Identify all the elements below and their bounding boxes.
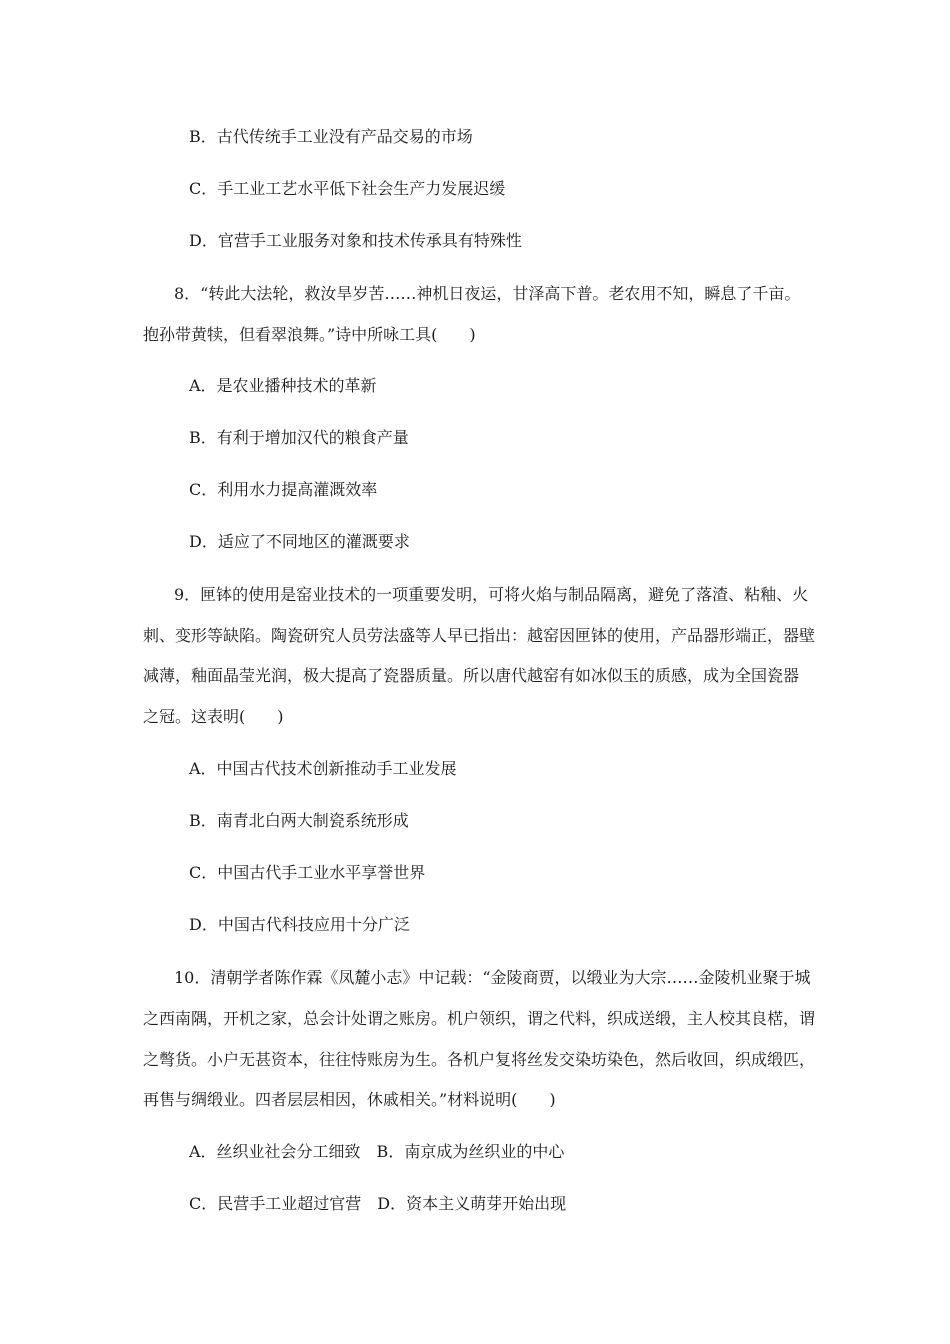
question-9-option-d: D．中国古代科技应用十分广泛 bbox=[189, 915, 410, 934]
question-8-stem-line-1: 8．“转此大法轮，救汝旱岁苦……神机日夜运，甘泽高下普。老农用不知，瞬息了千亩。 bbox=[174, 284, 801, 303]
question-10-stem-line-2: 之西南隅，开机之家，总会计处谓之账房。机户领织，谓之代料，织成送缎，主人校其良楛，谓 bbox=[143, 1009, 816, 1028]
question-9-stem-line-2: 刺、变形等缺陷。陶瓷研究人员劳法盛等人早已指出：越窑因匣钵的使用，产品器形端正，器壁 bbox=[143, 626, 816, 645]
question-10-stem-line-1: 10．清朝学者陈作霖《凤麓小志》中记载：“金陵商贾，以缎业为大宗……金陵机业聚于城 bbox=[174, 968, 811, 987]
question-10-stem-line-3: 之彆货。小户无甚资本，往往恃账房为生。各机户复将丝发交染坊染色，然后收回，织成缎匹， bbox=[143, 1050, 816, 1069]
option-d-prev: D．官营手工业服务对象和技术传承具有特殊性 bbox=[189, 231, 522, 250]
question-8-option-b: B．有利于增加汉代的粮食产量 bbox=[189, 428, 409, 447]
question-9-stem-line-4: 之冠。这表明( ) bbox=[143, 707, 284, 726]
question-9-stem-line-1: 9．匣钵的使用是窑业技术的一项重要发明，可将火焰与制品隔离，避免了落渣、粘釉、火 bbox=[174, 585, 809, 604]
question-8-option-c: C．利用水力提高灌溉效率 bbox=[189, 480, 378, 499]
question-9-option-b: B．南青北白两大制瓷系统形成 bbox=[189, 811, 409, 830]
question-9-option-a: A．中国古代技术创新推动手工业发展 bbox=[189, 759, 457, 778]
question-8-option-d: D．适应了不同地区的灌溉要求 bbox=[189, 532, 410, 551]
question-10-options-row-1: A．丝织业社会分工细致 B．南京成为丝织业的中心 bbox=[189, 1142, 565, 1161]
question-10-options-row-2: C．民营手工业超过官营 D．资本主义萌芽开始出现 bbox=[189, 1194, 567, 1213]
question-9-option-c: C．中国古代手工业水平享誉世界 bbox=[189, 863, 426, 882]
option-b-prev: B．古代传统手工业没有产品交易的市场 bbox=[189, 127, 473, 146]
question-8-option-a: A．是农业播种技术的革新 bbox=[189, 376, 377, 395]
question-8-stem-line-2: 抱孙带黄犊，但看翠浪舞。”诗中所咏工具( ) bbox=[143, 325, 476, 344]
question-10-stem-line-4: 再售与绸缎业。四者层层相因，休戚相关。”材料说明( ) bbox=[143, 1090, 556, 1109]
question-9-stem-line-3: 减薄，釉面晶莹光润，极大提高了瓷器质量。所以唐代越窑有如冰似玉的质感，成为全国瓷器 bbox=[143, 666, 800, 685]
option-c-prev: C．手工业工艺水平低下社会生产力发展迟缓 bbox=[189, 179, 506, 198]
